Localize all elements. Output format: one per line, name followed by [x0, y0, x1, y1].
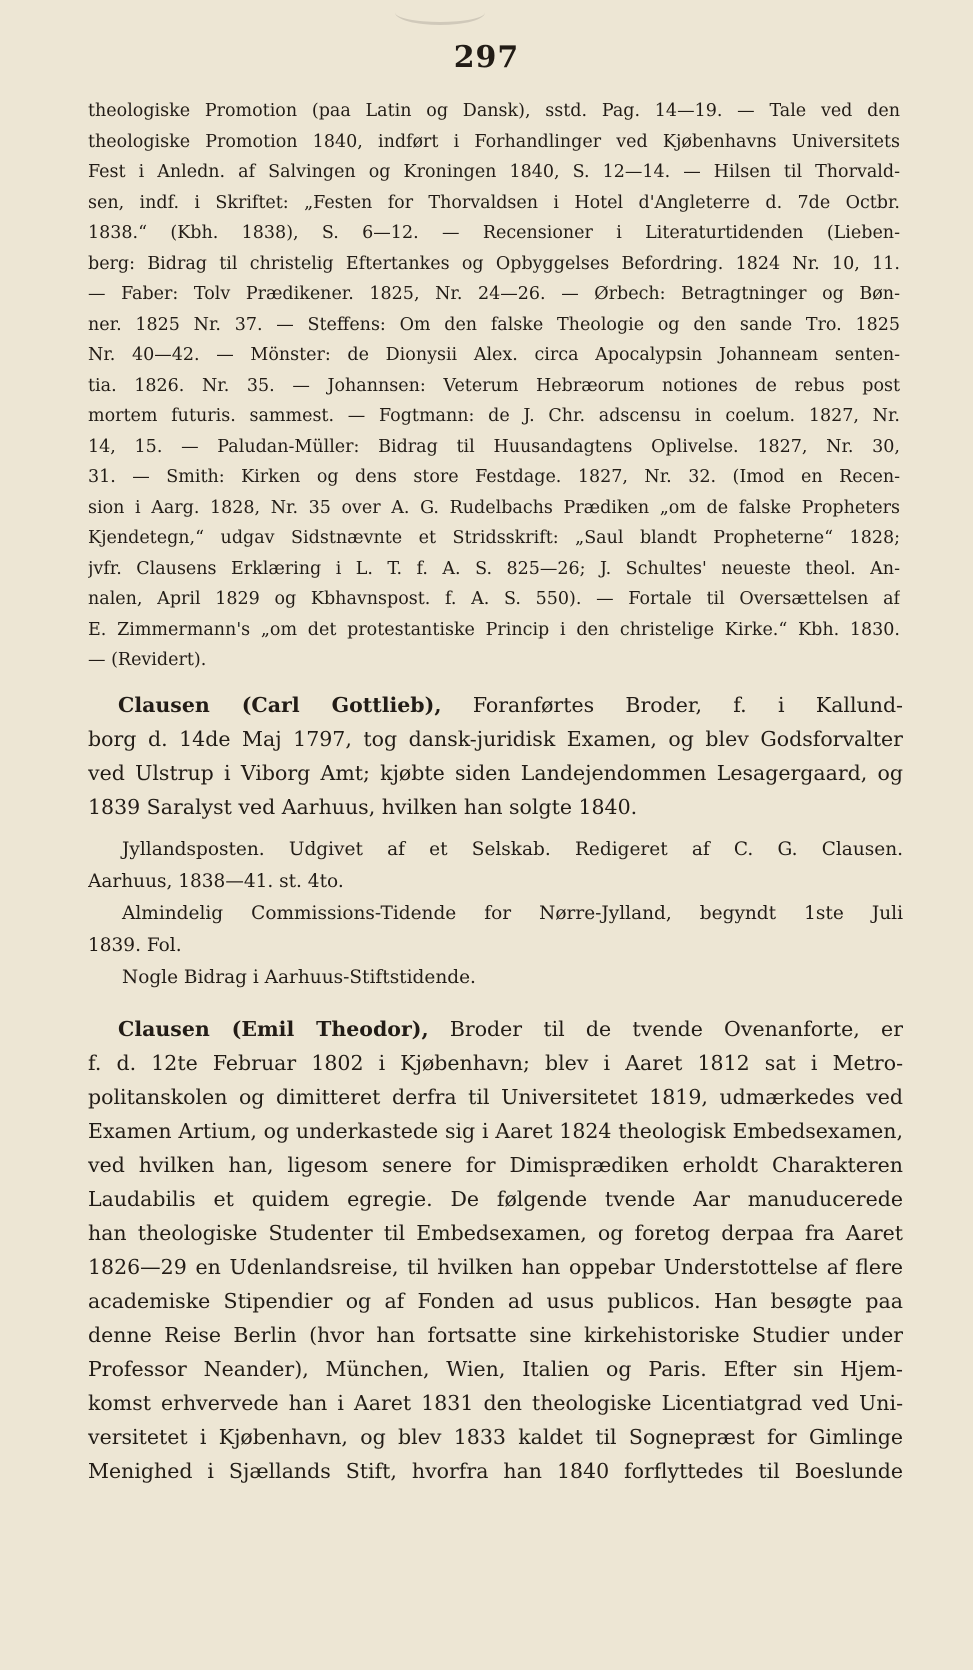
work-line: 1839. Fol. [88, 935, 182, 956]
text-line: Fest i Anledn. af Salvingen og Kroningen 1840, S. 12—14. — Hilsen til Thorvald- [88, 162, 900, 182]
text-line: theologiske Promotion (paa Latin og Dansk), sstd. Pag. 14—19. — Tale ved den [88, 101, 900, 121]
entry-heading: Clausen (Carl Gottlieb), [118, 693, 442, 717]
text-line: ved Ulstrup i Viborg Amt; kjøbte siden Landejendommen Lesagergaard, og [88, 761, 903, 785]
text-line: — Faber: Tolv Prædikener. 1825, Nr. 24—26. — Ørbech: Betragtninger og Bøn- [88, 284, 900, 304]
entry-first-line [88, 688, 903, 722]
text-line: borg d. 14de Maj 1797, tog dansk-juridisk Examen, og blev Godsforvalter [88, 727, 903, 751]
text-line: ved hvilken han, ligesom senere for Dimisprædiken erholdt Charakteren [88, 1153, 903, 1177]
text-line: Professor Neander), München, Wien, Italien og Paris. Efter sin Hjem- [88, 1357, 903, 1381]
text-line: politanskolen og dimitteret derfra til Universitetet 1819, udmærkedes ved [88, 1085, 903, 1109]
text-line: 31. — Smith: Kirken og dens store Festdage. 1827, Nr. 32. (Imod en Recen- [88, 467, 900, 487]
entry-first-line [88, 1012, 903, 1046]
work-line: Nogle Bidrag i Aarhuus-Stiftstidende. [122, 967, 476, 988]
entry-heading: Clausen (Emil Theodor), [118, 1017, 429, 1041]
text-line: jvfr. Clausens Erklæring i L. T. f. A. S. 825—26; J. Schultes' neueste theol. An- [88, 558, 900, 579]
text-line: sion i Aarg. 1828, Nr. 35 over A. G. Rudelbachs Prædiken „om de falske Propheters [88, 497, 900, 518]
text-line: 1838.“ (Kbh. 1838), S. 6—12. — Recensioner i Literaturtidenden (Lieben- [88, 223, 900, 243]
text-line: — (Revidert). [88, 650, 207, 670]
text-line: mortem futuris. sammest. — Fogtmann: de J. Chr. adscensu in coelum. 1827, Nr. [88, 406, 900, 426]
entry-text: Foranførtes Broder, f. i Kallund- [441, 693, 903, 717]
text-line: nalen, April 1829 og Kbhavnspost. f. A. S. 550). — Fortale til Oversættelsen af [88, 589, 900, 609]
continuation-text [88, 96, 900, 676]
text-line: berg: Bidrag til christelig Eftertankes og Opbyggelses Befordring. 1824 Nr. 10, 11. [88, 253, 900, 274]
text-line: versitetet i Kjøbenhavn, og blev 1833 kaldet til Sognepræst for Gimlinge [88, 1425, 903, 1449]
text-line: 1826—29 en Udenlandsreise, til hvilken han oppebar Understottelse af flere [88, 1255, 903, 1279]
entry-carl-gottlieb [88, 688, 903, 824]
text-line: academiske Stipendier og af Fonden ad usus publicos. Han besøgte paa [88, 1289, 903, 1313]
text-line: tia. 1826. Nr. 35. — Johannsen: Veterum Hebræorum notiones de rebus post [88, 375, 900, 396]
text-line: f. d. 12te Februar 1802 i Kjøbenhavn; blev i Aaret 1812 sat i Metro- [88, 1051, 903, 1075]
text-line: han theologiske Studenter til Embedsexamen, og foretog derpaa fra Aaret [88, 1221, 903, 1245]
text-line: komst erhvervede han i Aaret 1831 den theologiske Licentiatgrad ved Uni- [88, 1391, 903, 1415]
text-line: ner. 1825 Nr. 37. — Steffens: Om den falske Theologie og den sande Tro. 1825 [88, 314, 900, 335]
text-line: 1839 Saralyst ved Aarhuus, hvilken han solgte 1840. [88, 795, 638, 819]
text-line: Laudabilis et quidem egregie. De følgende tvende Aar manuducerede [88, 1187, 903, 1211]
text-line: 14, 15. — Paludan-Müller: Bidrag til Huusandagtens Oplivelse. 1827, Nr. 30, [88, 436, 900, 457]
entry-emil-theodor [88, 1012, 903, 1488]
text-line: sen, indf. i Skriftet: „Festen for Thorvaldsen i Hotel d'Angleterre d. 7de Octbr. [88, 192, 900, 213]
text-line: Nr. 40—42. — Mönster: de Dionysii Alex. circa Apocalypsin Johanneam senten- [88, 345, 900, 365]
work-line: Jyllandsposten. Udgivet af et Selskab. Redigeret af C. G. Clausen. [122, 839, 903, 860]
text-line: Menighed i Sjællands Stift, hvorfra han 1840 forflyttedes til Boeslunde [88, 1459, 903, 1483]
entry-text: Broder til de tvende Ovenanforte, er [428, 1017, 903, 1041]
work-line: Aarhuus, 1838—41. st. 4to. [88, 871, 344, 892]
page-number: 297 [453, 40, 520, 75]
works-list [88, 834, 903, 994]
text-line: theologiske Promotion 1840, indført i Forhandlinger ved Kjøbenhavns Universitets [88, 131, 900, 152]
text-line: Kjendetegn,“ udgav Sidstnævnte et Stridsskrift: „Saul blandt Propheterne“ 1828; [88, 528, 900, 548]
text-line: E. Zimmermann's „om det protestantiske Princip i den christelige Kirke.“ Kbh. 1830. [88, 619, 900, 640]
text-line: denne Reise Berlin (hvor han fortsatte sine kirkehistoriske Studier under [88, 1323, 903, 1347]
text-line: Examen Artium, og underkastede sig i Aaret 1824 theologisk Embedsexamen, [88, 1119, 903, 1143]
paper-tear-mark [395, 0, 485, 25]
work-line: Almindelig Commissions-Tidende for Nørre-Jylland, begyndt 1ste Juli [122, 903, 903, 924]
